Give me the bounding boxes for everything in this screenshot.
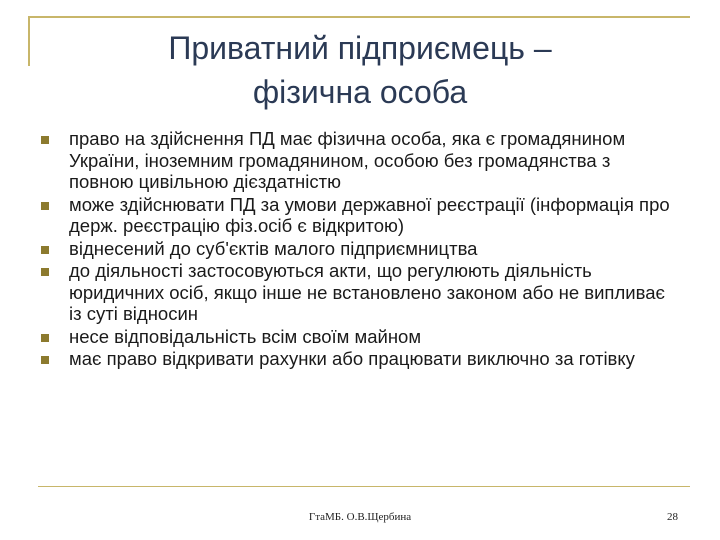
bullet-text: може здійснювати ПД за умови державної реєстрації (інформація про держ. реєстрацію фіз.осіб є відкритою) [69,193,670,236]
square-bullet-icon [41,202,49,210]
bullet-text: має право відкривати рахунки або працювати виключно за готівку [69,348,635,369]
footer-author: ГтаМБ. О.В.Щербина [308,511,412,523]
slide-title-line-1: Приватний підприємець – [168,30,552,66]
bullet-item [38,128,678,193]
bullet-item [38,194,678,237]
frame-top-line [28,16,690,18]
bullet-item [38,348,678,370]
footer-divider [38,486,690,487]
bullet-text: до діяльності застосовуються акти, що регулюють діяльність юридичних осіб, якщо інше не встановлено законом або не випливає із суті відносин [69,260,665,324]
bullet-item [38,238,678,260]
bullet-list [38,124,678,370]
page-number: 28 [667,511,678,523]
bullet-text: несе відповідальність всім своїм майном [69,325,422,347]
bullet-text: право на здійснення ПД має фізична особа, яка є громадянином України, іноземним громадянином, особою без громадянства з повною цивільною дієздатністю [69,128,626,192]
slide-title [60,26,660,114]
bullet-text: віднесений до суб'єктів малого підприємництва [69,237,478,259]
square-bullet-icon [41,356,49,364]
frame-left-line [28,16,30,66]
square-bullet-icon [41,268,49,276]
slide-title-line-2: фізична особа [252,74,468,110]
square-bullet-icon [41,334,49,342]
square-bullet-icon [41,246,49,254]
bullet-item [38,326,678,348]
bullet-item [38,260,678,325]
square-bullet-icon [41,136,49,144]
